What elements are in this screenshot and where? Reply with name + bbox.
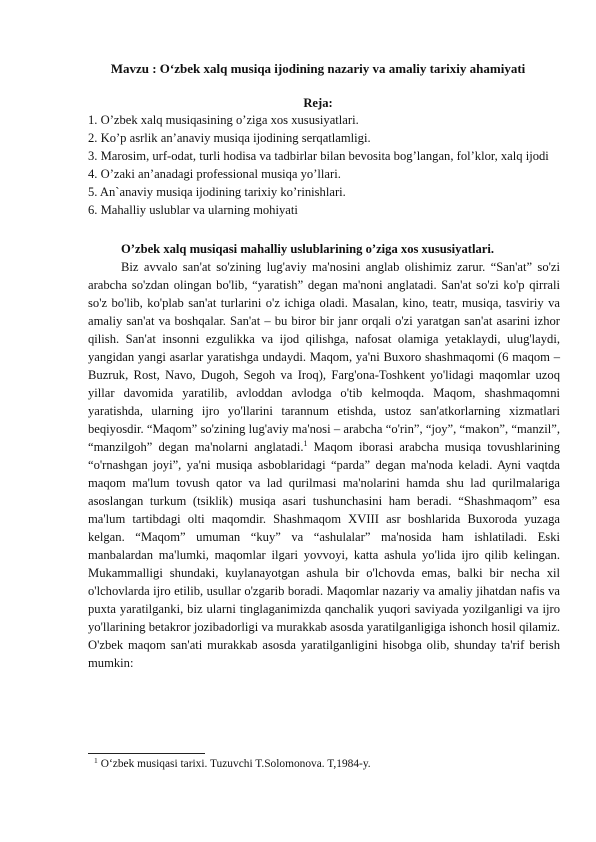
plan-item-6: 6. Mahalliy uslublar va ularning mohiyati	[88, 203, 298, 217]
section-heading: O’zbek xalq musiqasi mahalliy uslublarining o’ziga xos xususiyatlari.	[121, 242, 494, 256]
footnote-text: O‘zbek musiqasi tarixi. Tuzuvchi T.Solomonova. T,1984-y.	[100, 758, 371, 770]
paragraph-text-part-2: Maqom iborasi arabcha musiqa tovushlarining “o'rnashgan joyi”, ya'ni musiqa asboblaridagi “parda” degan ma'noda keladi. Ayni vaqtda maqom ma'lum tovush qator va lad qurilmasi ma'nolarini hamda shu lad qurilmalariga asoslangan turkum (tsiklik) musiqa asari tushunchasini ham beradi. “Shashmaqom” esa ma'lum tartibdagi olti maqomdir. Shashmaqom XVIII asr boshlarida Buxoroda yuzaga kelgan. “Maqom” umuman “kuy” va “ashulalar” ma'nosida ham ishlatiladi. Eski manbalardan ma'lumki, maqomlar ilgari yovvoyi, katta ashula yo'lida ijro qilib kelingan. Mukammalligi shundaki, kuylanayotgan ashula bir o'lchovda emas, balki bir necha xil o'lchovlarda ijro etilib, usullar o'zgarib boradi. Maqomlar nazariy va amaliy jihatdan nafis va puxta yaratilganki, biz ularni tinglaganimizda qanchalik yuqori saviyada yozilganligi va ijro yo'llarining betakror jozibadorligi va murakkab asosda yaratilganligiga ishonch hosil qilamiz. O'zbek maqom san'ati murakkab asosda yaratilganligini hisobga olib, shunday ta'rif berish mumkin:	[88, 440, 560, 670]
footnote-number: 1	[94, 756, 98, 765]
plan-item-4: 4. O’zaki an’anadagi professional musiqa yo’llari.	[88, 167, 341, 181]
plan-heading: Reja:	[303, 96, 333, 110]
plan-item-1: 1. O’zbek xalq musiqasining o’ziga xos xususiyatlari.	[88, 113, 359, 127]
footnote-separator	[88, 753, 205, 754]
body-paragraph	[88, 258, 560, 672]
document-title: Mavzu : O‘zbek xalq musiqa ijodining nazariy va amaliy tarixiy ahamiyati	[110, 61, 526, 76]
plan-item-2: 2. Ko’p asrlik an’anaviy musiqa ijodining serqatlamligi.	[88, 131, 371, 145]
footnote	[94, 756, 564, 772]
footnote-reference[interactable]: 1	[303, 439, 308, 448]
plan-list	[88, 111, 560, 219]
plan-item-5: 5. An`anaviy musiqa ijodining tarixiy ko’rinishlari.	[88, 185, 346, 199]
paragraph-text-part-1: Biz avvalo san'at so'zining lug'aviy ma'nosini anglab olishimiz zarur. “San'at” so'zi arabcha so'zdan olingan bo'lib, “yaratish” degan ma'noni anglatadi. San'at so'zi ko'p qirrali so'z bo'lib, ko'plab san'at turlarini o'z ichiga oladi. Masalan, kino, teatr, musiqa, tasviriy va amaliy san'at va boshqalar. San'at – bu biror bir janr orqali o'zi yaratgan san'at asarini izhor qilish. San'at insonni ezgulikka va ijod qilishga, nafosat olamiga yetaklaydi, ulug'laydi, yangidan yangi asarlar yaratishga undaydi. Maqom, ya'ni Buxoro shashmaqomi (6 maqom – Buzruk, Rost, Navo, Dugoh, Segoh va Iroq), Farg'ona-Toshkent yo'lidagi maqomlar uzoq yillar davomida yaratilib, avloddan avlodga o'tib kelmoqda. Maqom, shashmaqomni yaratishda, ularning ijro yo'llarini tarannum etishda, ustoz san'atkorlarning xizmatlari beqiyosdir. “Maqom” so'zining lug'aviy ma'nosi – arabcha “o'rin”, “joy”, “makon”, “manzil”, “manzilgoh” degan ma'nolarni anglatadi.	[88, 260, 560, 454]
plan-item-3: 3. Marosim, urf-odat, turli hodisa va tadbirlar bilan bevosita bog’langan, fol’klor, xalq ijodi	[88, 149, 549, 163]
